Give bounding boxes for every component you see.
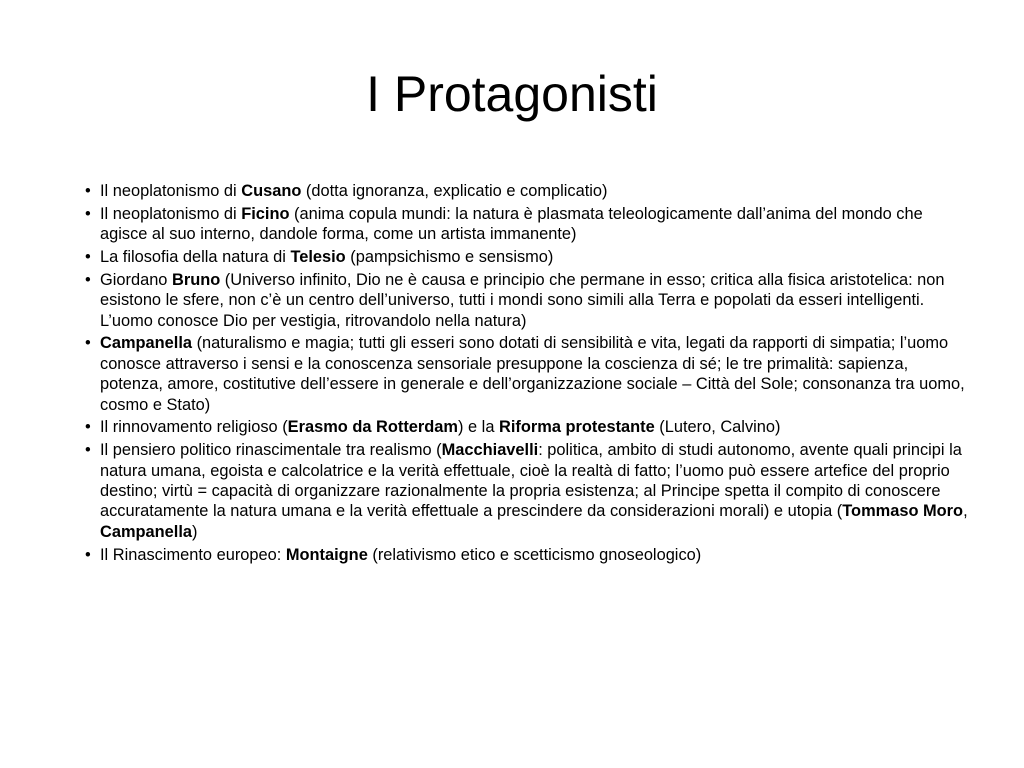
bullet-bold-text: Montaigne — [285, 545, 368, 564]
bullet-bold-text: Ficino — [241, 204, 290, 223]
bullet-plain-text: (Lutero, Calvino) — [654, 418, 781, 437]
bullet-plain-text: La filosofia della natura di — [100, 248, 291, 266]
bullet-marker: • — [85, 270, 91, 289]
bullet-item — [72, 333, 972, 415]
bullet-marker: • — [85, 204, 91, 223]
bullet-text — [100, 205, 923, 243]
bullet-text — [100, 418, 780, 436]
bullet-marker: • — [85, 418, 91, 437]
bullet-text — [100, 271, 945, 330]
bullet-text — [100, 182, 607, 200]
bullet-plain-text: (Universo infinito, Dio ne è causa e principio che permane in esso; critica alla fisica aristotelica: non esistono le sfere, non c’è un centro dell’universo, tutti i mondi sono simili alla Terra e popolati da esseri intelligenti. L’uomo conosce Dio per vestigia, ritrovandolo nella natura) — [100, 270, 945, 330]
bullet-item — [72, 247, 972, 267]
bullet-text — [100, 546, 701, 564]
bullet-text — [100, 248, 553, 266]
slide-title: I Protagonisti — [366, 66, 658, 122]
bullet-plain-text: (pampsichismo e sensismo) — [345, 248, 554, 266]
bullet-text — [100, 441, 968, 541]
bullet-plain-text: ) e la — [458, 418, 499, 437]
bullet-plain-text: (naturalismo e magia; tutti gli esseri sono dotati di sensibilità e vita, legati da rapporti di simpatia; l’uomo conosce attraverso i sensi e la conoscenza sensoriale presuppone la coscienza di sé; le tre primalità: sapienza, potenza, amore, costitutive dell’essere in generale e dell’organizzazione sociale – Città del Sole; consonanza tra uomo, cosmo e Stato) — [100, 334, 965, 414]
bullet-plain-text: Il neoplatonismo di — [100, 204, 242, 223]
bullet-list — [72, 181, 972, 567]
bullet-item — [72, 181, 972, 201]
bullet-plain-text: Il rinnovamento religioso ( — [100, 418, 288, 437]
bullet-bold-text: Cusano — [241, 182, 302, 200]
bullet-bold-text: Telesio — [290, 248, 346, 266]
bullet-marker: • — [85, 182, 91, 200]
bullet-plain-text: (anima copula mundi: la natura è plasmata teleologicamente dall’anima del mondo che agisce al suo interno, dandole forma, come un artista immanente) — [100, 204, 923, 244]
bullet-marker: • — [85, 441, 91, 460]
bullet-item — [72, 417, 972, 437]
bullet-marker: • — [85, 334, 91, 353]
bullet-bold-text: Erasmo da Rotterdam — [287, 418, 458, 437]
bullet-item — [72, 440, 972, 542]
bullet-bold-text: Campanella — [100, 522, 193, 541]
bullet-plain-text: Il neoplatonismo di — [100, 182, 242, 200]
bullet-marker: • — [85, 545, 91, 564]
bullet-plain-text: : politica, ambito di studi autonomo, avente quali principi la natura umana, egoista e calcolatrice e la verità effettuale, cioè la realtà di fatto; l’uomo può essere artefice del proprio destino; virtù = capacità di organizzare razionalmente la propria esistenza; al Principe spetta il compito di conoscere accuratamente la natura umana e la verità effettuale a prescindere da considerazioni morali) e utopia ( — [100, 441, 962, 521]
bullet-text — [100, 334, 965, 413]
bullet-plain-text: ) — [192, 522, 198, 541]
bullet-bold-text: Macchiavelli — [441, 441, 539, 460]
bullet-plain-text: (dotta ignoranza, explicatio e complicatio) — [301, 182, 608, 200]
bullet-bold-text: Tommaso Moro — [842, 502, 964, 521]
bullet-bold-text: Bruno — [171, 270, 221, 289]
bullet-plain-text: (relativismo etico e scetticismo gnoseologico) — [367, 545, 702, 564]
bullet-plain-text: Giordano — [100, 270, 172, 289]
bullet-item — [72, 204, 972, 245]
bullet-item — [72, 270, 972, 331]
bullet-marker: • — [85, 248, 91, 266]
bullet-plain-text: Il pensiero politico rinascimentale tra realismo ( — [100, 441, 442, 460]
bullet-plain-text: , — [963, 502, 968, 521]
bullet-item — [72, 545, 972, 565]
bullet-bold-text: Campanella — [100, 334, 193, 353]
bullet-plain-text: Il Rinascimento europeo: — [100, 545, 286, 564]
bullet-bold-text: Riforma protestante — [499, 418, 655, 437]
